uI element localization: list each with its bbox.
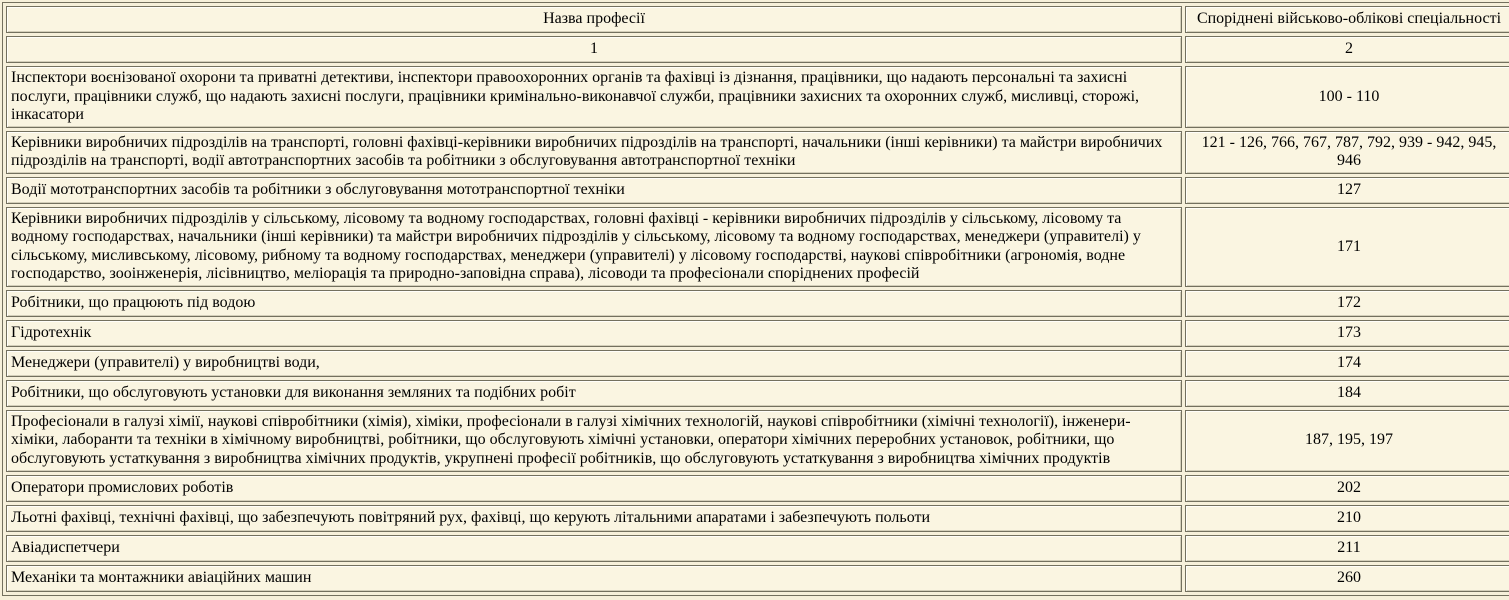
profession-cell: Професіонали в галузі хімії, наукові співробітники (хімія), хіміки, професіонали в галузі хімічних технологій, наукові співробітники (хімічні технології), інженери-хіміки, лаборанти та техніки в хімічному виробництві, робітники, що обслуговують хімічні установки, оператори хімічних переробних установок, робітники, що обслуговують устаткування з виробництва хімічних продуктів, укрупнені професії робітників, що обслуговують устаткування з виробництва хімічних продуктів xyxy=(6,410,1182,472)
column-number-2: 2 xyxy=(1185,36,1509,63)
specialties-cell: 174 xyxy=(1185,350,1509,377)
table-row xyxy=(6,177,1509,204)
table-row xyxy=(6,380,1509,407)
column-number-row xyxy=(6,36,1509,63)
profession-cell: Оператори промислових роботів xyxy=(6,475,1182,502)
table-row xyxy=(6,410,1509,472)
profession-cell: Водії мототранспортних засобів та робітники з обслуговування мототранспортної техніки xyxy=(6,177,1182,204)
profession-cell: Керівники виробничих підрозділів у сільському, лісовому та водному господарствах, головні фахівці - керівники виробничих підрозділів у сільському, лісовому та водному господарствах, начальники (інші керівники) та майстри виробничих підрозділів у сільському, лісовому та водному господарствах, менеджери (управителі) у сільському, мисливському, лісовому, рибному та водному господарствах, менеджери (управителі) у лісовому господарстві, наукові співробітники (агрономія, водне господарство, зооінженерія, лісівництво, меліорація та природно-заповідна справа), лісоводи та професіонали споріднених професій xyxy=(6,207,1182,287)
table-row xyxy=(6,66,1509,128)
profession-cell: Авіадиспетчери xyxy=(6,535,1182,562)
header-row xyxy=(6,6,1509,33)
specialties-cell: 100 - 110 xyxy=(1185,66,1509,128)
profession-cell: Керівники виробничих підрозділів на транспорті, головні фахівці-керівники виробничих підрозділів на транспорті, начальники (інші керівники) та майстри виробничих підрозділів на транспорті, водії автотранспортних засобів та робітники з обслуговування автотранспортної техніки xyxy=(6,131,1182,174)
specialties-cell: 184 xyxy=(1185,380,1509,407)
table-row xyxy=(6,320,1509,347)
table-header xyxy=(6,6,1509,63)
specialties-cell: 121 - 126, 766, 767, 787, 792, 939 - 942, 945, 946 xyxy=(1185,131,1509,174)
specialties-cell: 187, 195, 197 xyxy=(1185,410,1509,472)
profession-cell: Робітники, що обслуговують установки для виконання земляних та подібних робіт xyxy=(6,380,1182,407)
specialties-cell: 202 xyxy=(1185,475,1509,502)
specialties-cell: 260 xyxy=(1185,565,1509,592)
table-row xyxy=(6,290,1509,317)
table-row xyxy=(6,505,1509,532)
profession-cell: Робітники, що працюють під водою xyxy=(6,290,1182,317)
specialties-cell: 171 xyxy=(1185,207,1509,287)
profession-cell: Гідротехнік xyxy=(6,320,1182,347)
table-row xyxy=(6,131,1509,174)
table-row xyxy=(6,535,1509,562)
table-row xyxy=(6,207,1509,287)
table-row xyxy=(6,475,1509,502)
profession-cell: Механіки та монтажники авіаційних машин xyxy=(6,565,1182,592)
specialties-cell: 173 xyxy=(1185,320,1509,347)
professions-table xyxy=(2,2,1509,596)
table-row xyxy=(6,350,1509,377)
table-row xyxy=(6,565,1509,592)
header-profession-name: Назва професії xyxy=(6,6,1182,33)
specialties-cell: 127 xyxy=(1185,177,1509,204)
profession-cell: Менеджери (управителі) у виробництві води, xyxy=(6,350,1182,377)
header-military-specialties: Споріднені військово-облікові спеціальності xyxy=(1185,6,1509,33)
profession-cell: Льотні фахівці, технічні фахівці, що забезпечують повітряний рух, фахівці, що керують літальними апаратами і забезпечують польоти xyxy=(6,505,1182,532)
profession-cell: Інспектори воєнізованої охорони та приватні детективи, інспектори правоохоронних органів та фахівці із дізнання, працівники, що надають персональні та захисні послуги, працівники служб, що надають захисні послуги, працівники кримінально-виконавчої служби, працівники захисних та охоронних служб, мисливці, сторожі, інкасатори xyxy=(6,66,1182,128)
column-number-1: 1 xyxy=(6,36,1182,63)
table-body xyxy=(6,66,1509,592)
specialties-cell: 210 xyxy=(1185,505,1509,532)
specialties-cell: 211 xyxy=(1185,535,1509,562)
specialties-cell: 172 xyxy=(1185,290,1509,317)
